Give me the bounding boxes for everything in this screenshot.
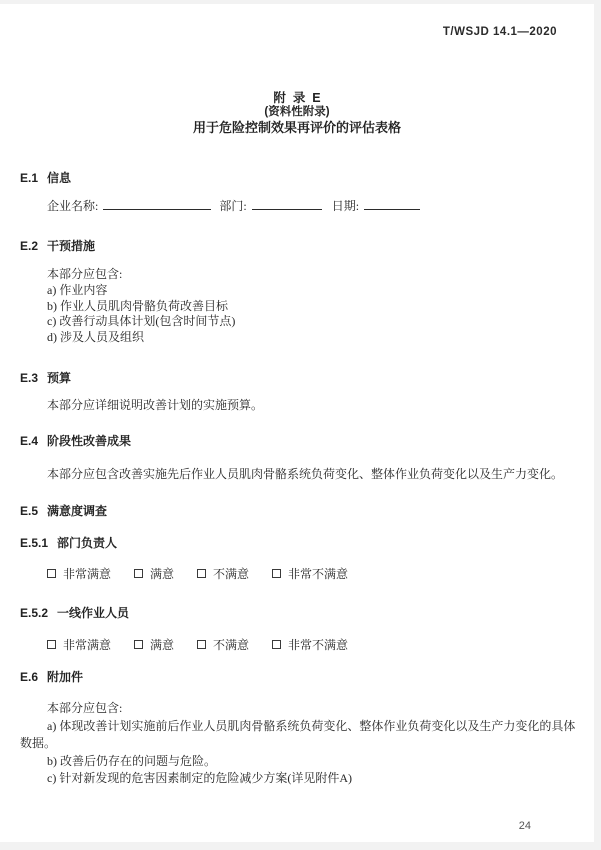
section-number: E.5.2: [20, 606, 49, 620]
section-number: E.1: [20, 171, 39, 185]
checkbox[interactable]: [197, 640, 206, 649]
checkbox-label: 非常不满意: [288, 567, 349, 581]
checkbox-label: 不满意: [213, 638, 250, 652]
checkbox-label: 满意: [150, 567, 175, 581]
satisfaction-row-workers: [47, 636, 348, 653]
checkbox-label: 满意: [150, 638, 175, 652]
e6-intro: 本部分应包含:: [47, 701, 123, 715]
appendix-title: 附 录 E: [273, 91, 321, 105]
checkbox[interactable]: [47, 569, 56, 578]
list-item: c) 针对新发现的危害因素制定的危险减少方案(详见附件A): [47, 771, 352, 786]
section-heading-e4: [20, 432, 131, 449]
appendix-description: 用于危险控制效果再评价的评估表格: [192, 120, 401, 135]
section-heading-e51: [20, 534, 117, 551]
checkbox[interactable]: [134, 569, 143, 578]
option-very-unsatisfied: [272, 565, 348, 582]
checkbox[interactable]: [134, 640, 143, 649]
list-item: b) 作业人员肌肉骨骼负荷改善目标: [47, 298, 228, 313]
e4-body: 本部分应包含改善实施先后作业人员肌肉骨骼系统负荷变化、整体作业负荷变化以及生产力变化。: [47, 467, 564, 481]
section-title: 满意度调查: [47, 504, 108, 518]
satisfaction-row-manager: [47, 565, 348, 582]
section-title: 预算: [47, 371, 72, 385]
company-name-label: 企业名称:: [47, 199, 99, 213]
section-heading-e1: [20, 169, 71, 186]
date-blank[interactable]: [364, 198, 420, 210]
section-heading-e5: [20, 502, 107, 519]
info-fields-row: [47, 197, 420, 214]
option-very-satisfied: [47, 565, 111, 582]
option-very-satisfied: [47, 636, 111, 653]
section-number: E.2: [20, 239, 39, 253]
document-page: [0, 4, 594, 842]
e6-content: [20, 700, 577, 788]
section-number: E.3: [20, 371, 39, 385]
section-title: 一线作业人员: [57, 606, 130, 620]
checkbox-label: 不满意: [213, 567, 250, 581]
checkbox[interactable]: [47, 640, 56, 649]
list-item: c) 改善行动具体计划(包含时间节点): [47, 314, 236, 329]
appendix-subtitle: (资料性附录): [264, 106, 330, 118]
company-name-blank[interactable]: [103, 198, 211, 210]
section-title: 信息: [47, 171, 72, 185]
page-number: 24: [518, 820, 531, 832]
section-heading-e2: [20, 237, 95, 254]
option-unsatisfied: [197, 565, 249, 582]
e2-content: [20, 267, 580, 346]
option-very-unsatisfied: [272, 636, 348, 653]
section-title: 部门负责人: [57, 536, 118, 550]
checkbox[interactable]: [272, 640, 281, 649]
list-item: b) 改善后仍存在的问题与危险。: [47, 753, 216, 768]
checkbox-label: 非常不满意: [288, 638, 349, 652]
standard-code-header: T/WSJD 14.1—2020: [442, 26, 557, 38]
e2-intro: 本部分应包含:: [47, 267, 123, 281]
checkbox-label: 非常满意: [63, 567, 112, 581]
department-label: 部门:: [219, 199, 247, 213]
e3-body: 本部分应详细说明改善计划的实施预算。: [47, 398, 264, 412]
section-title: 附加件: [47, 670, 84, 684]
checkbox[interactable]: [272, 569, 281, 578]
department-blank[interactable]: [252, 198, 322, 210]
option-satisfied: [134, 636, 174, 653]
section-number: E.6: [20, 670, 39, 684]
section-heading-e3: [20, 369, 71, 386]
section-number: E.4: [20, 434, 39, 448]
option-satisfied: [134, 565, 174, 582]
section-heading-e6: [20, 668, 83, 685]
date-label: 日期:: [331, 199, 360, 213]
checkbox-label: 非常满意: [63, 638, 112, 652]
section-heading-e52: [20, 604, 129, 621]
list-item: a) 体现改善计划实施前后作业人员肌肉骨骼系统负荷变化、整体作业负荷变化以及生产力变化的具体数据。: [20, 718, 576, 751]
list-item: d) 涉及人员及组织: [47, 330, 144, 345]
checkbox[interactable]: [197, 569, 206, 578]
section-number: E.5: [20, 504, 39, 518]
section-title: 干预措施: [47, 239, 96, 253]
section-number: E.5.1: [20, 536, 49, 550]
section-title: 阶段性改善成果: [47, 434, 132, 448]
option-unsatisfied: [197, 636, 249, 653]
list-item: a) 作业内容: [47, 282, 108, 297]
